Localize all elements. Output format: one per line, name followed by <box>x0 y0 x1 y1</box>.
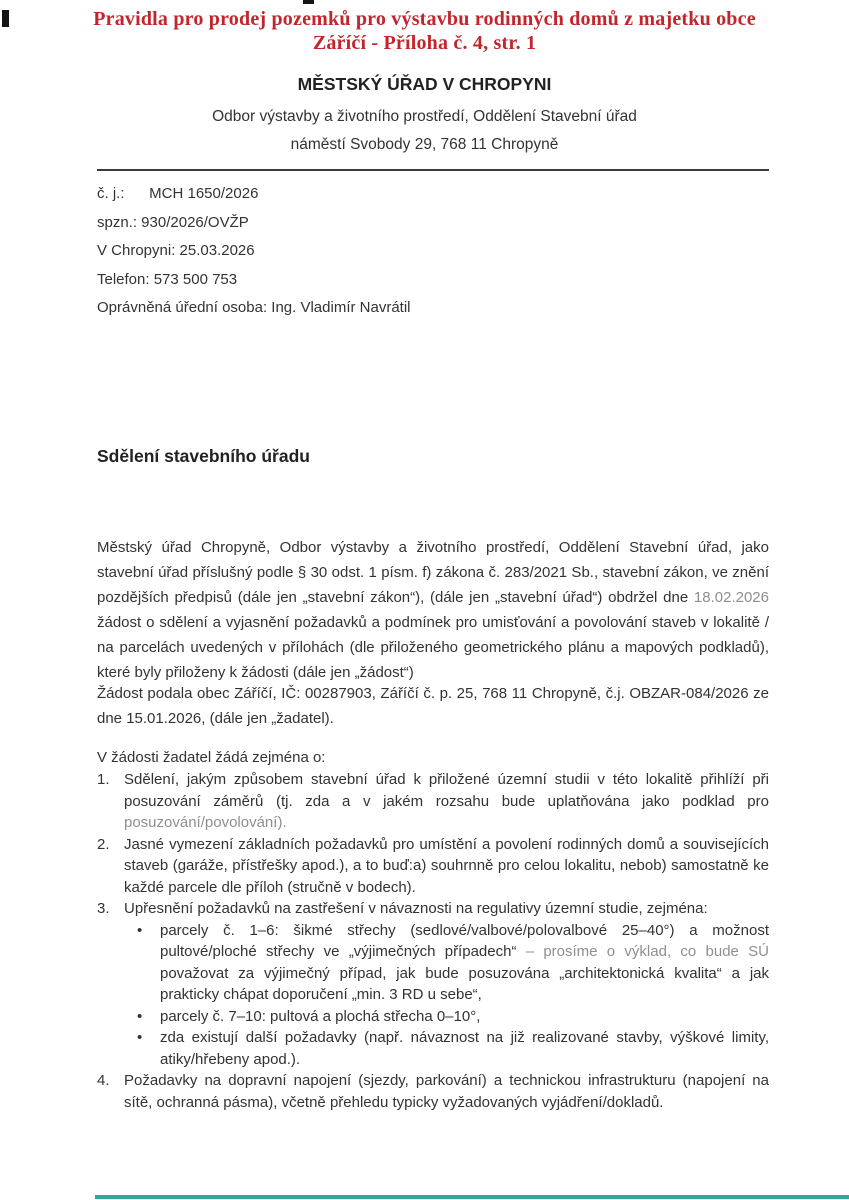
place-date-line: V Chropyni: 25.03.2026 <box>97 242 255 259</box>
header-divider <box>97 169 769 171</box>
list-item-3 <box>97 898 769 920</box>
list-item-1-number: 1. <box>97 771 110 788</box>
subject-heading: Sdělení stavebního úřadu <box>97 446 310 466</box>
list-item-2-number: 2. <box>97 835 110 853</box>
ref-number-line <box>97 180 411 209</box>
list-item-1-seg2: posuzování/povolování). <box>124 814 287 831</box>
file-number-line: spzn.: 930/2026/OVŽP <box>97 213 249 231</box>
bullet-item-2-text: parcely č. 7–10: pultová a plochá střecha 0–10°, <box>160 1007 481 1025</box>
title-line-1: Pravidla pro prodej pozemků pro výstavbu rodinných domů z majetku obce <box>93 8 756 30</box>
ref-number-label: č. j.: <box>97 185 125 202</box>
bullet-icon: • <box>137 1029 143 1046</box>
paragraph-authority-seg1: Městský úřad Chropyně, Odbor výstavby a životního prostředí, Oddělení Stavební úřad, jako stavební úřad příslušný podle § 30 odst. 1 písm. f) zákona č. 283/2021 Sb., stavební zákon, ve znění pozdějších předpisů (dále jen „stavební zákon“), (dále jen „stavební úřad“) obdržel dne <box>97 539 769 606</box>
bullet-item-1-seg1: parcely č. 1–6: šikmé střechy (sedlové/valbové/polovalbové 25–40°) a možnost pultové/ploché střechy ve „výjimečných případech“ <box>160 921 769 960</box>
list-item-1 <box>97 769 769 834</box>
paragraph-authority-seg2: žádost o sdělení a vyjasnění požadavků a podmínek pro umisťování a povolování staveb v lokalitě / na parcelách uvedených v přílohách (dle přiloženého geometrického plánu a mapových podkladů), které byly přiloženy k žádosti (dále jen „žádost“) <box>97 614 769 681</box>
paragraph-applicant: Žádost podala obec Záříčí, IČ: 00287903, Záříčí č. p. 25, 768 11 Chropyně, č.j. OBZAR-084/2026 ze dne 15.01.2026, (dále jen „žadatel). <box>97 685 769 727</box>
ref-number-value: MCH 1650/2026 <box>149 185 259 202</box>
phone-line: Telefon: 573 500 753 <box>97 270 238 288</box>
bullet-item-1 <box>97 920 769 1006</box>
bullet-icon: • <box>137 1007 143 1025</box>
request-list <box>97 769 769 1113</box>
bullet-item-3-text: zda existují další požadavky (např. návaznost na již realizované stavby, výškové limity, atiky/hřebeny apod.). <box>160 1029 769 1068</box>
list-item-1-seg1: Sdělení, jakým způsobem stavební úřad k přiložené územní studii v této lokalitě přihlíží při posuzování záměrů (tj. zda a v jakém rozsahu bude uplatňována jako podklad pro <box>124 771 769 810</box>
authorized-official-line: Oprávněná úřední osoba: Ing. Vladimír Navrátil <box>97 299 411 316</box>
paragraph-authority <box>97 535 769 685</box>
request-intro: V žádosti žadatel žádá zejména o: <box>97 749 326 766</box>
list-item-1-text <box>124 769 769 834</box>
document-title <box>0 0 849 55</box>
department-line: Odbor výstavby a životního prostředí, Oddělení Stavební úřad <box>212 108 637 125</box>
document-header <box>0 0 849 171</box>
list-item-2-text: Jasné vymezení základních požadavků pro umístění a povolení rodinných domů a souvisejících staveb (garáže, přístřešky apod.), a to buď:a) souhrnně pro celou lokalitu, nebob) samostatně ke každé parcele dle příloh (stručně v bodech). <box>124 835 769 896</box>
list-item-4-number: 4. <box>97 1072 110 1089</box>
bullet-item-1-text <box>160 920 769 1006</box>
list-item-4-text: Požadavky na dopravní napojení (sjezdy, parkování) a technickou infrastrukturu (napojení na sítě, ochranná pásma), včetně přehledu typicky vyžadovaných vyjádření/dokladů. <box>124 1072 769 1111</box>
scan-artifact-top <box>303 0 314 4</box>
bullet-item-3 <box>97 1027 769 1070</box>
bottom-accent-bar <box>95 1195 849 1199</box>
paragraph-authority-date: 18.02.2026 <box>693 589 769 606</box>
bullet-item-1-seg2: – prosíme o výklad, co bude SÚ <box>525 943 769 960</box>
reference-block <box>97 180 411 323</box>
list-item-3-number: 3. <box>97 900 110 917</box>
scan-artifact-left <box>2 10 9 27</box>
office-name: MĚSTSKÝ ÚŘAD V CHROPYNI <box>297 74 552 94</box>
address-line: náměstí Svobody 29, 768 11 Chropyně <box>290 136 559 153</box>
bullet-item-1-seg3: považovat za výjimečný případ, jak bude posuzována „architektonická kvalita“ a jak prakticky chápat doporučení „min. 3 RD u sebe“, <box>160 964 769 1003</box>
list-item-2 <box>97 834 769 899</box>
title-line-2: Záříčí - Příloha č. 4, str. 1 <box>312 32 537 54</box>
bullet-icon: • <box>137 921 143 939</box>
list-item-3-text: Upřesnění požadavků na zastřešení v návaznosti na regulativy územní studie, zejména: <box>124 900 708 917</box>
bullet-item-2 <box>97 1006 769 1028</box>
list-item-4 <box>97 1070 769 1113</box>
